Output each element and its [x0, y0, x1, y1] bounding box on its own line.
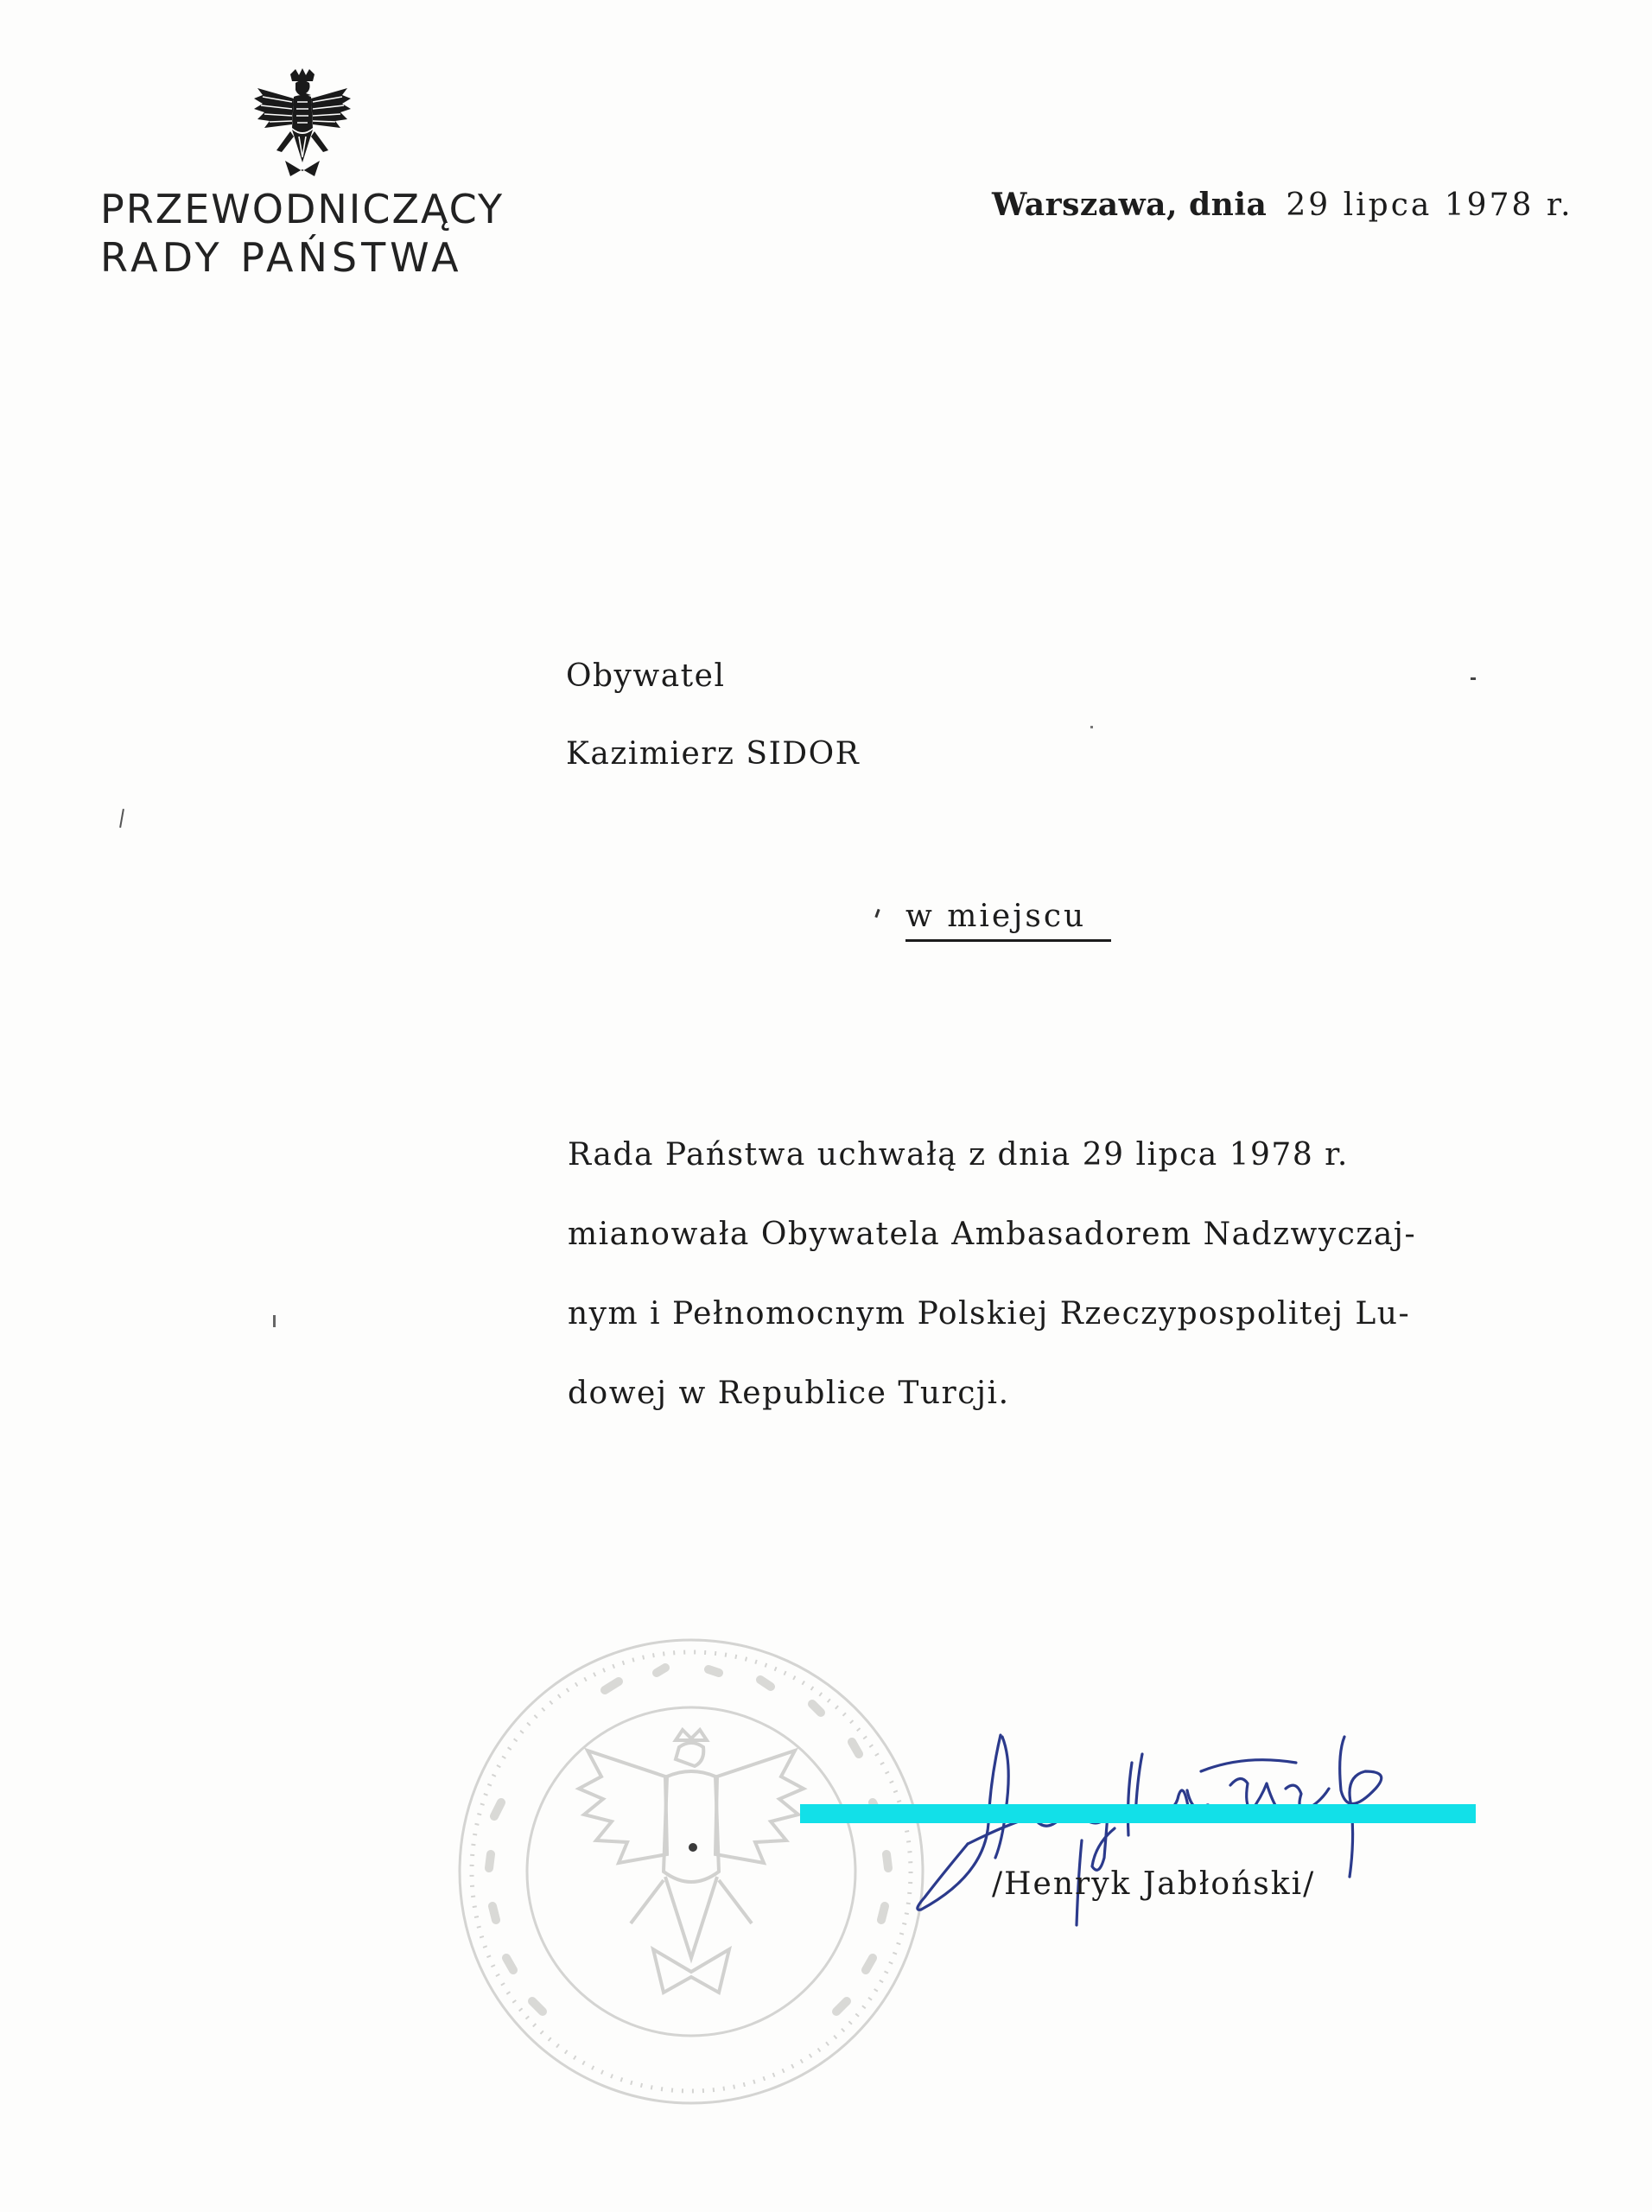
- delivery-note: w miejscu: [905, 899, 1111, 942]
- body-line: nym i Pełnomocnym Polskiej Rzeczypospolitej Lu-: [568, 1296, 1411, 1332]
- body-line: mianowała Obywatela Ambasadorem Nadzwyczaj-: [568, 1217, 1417, 1252]
- embossed-seal-icon: [449, 1630, 933, 2113]
- office-line-1: PRZEWODNICZĄCY: [100, 186, 505, 232]
- polish-eagle-icon: [251, 67, 354, 180]
- speck-mark: [119, 809, 124, 828]
- body-line: dowej w Republice Turcji.: [568, 1376, 1010, 1411]
- signer-name: /Henryk Jabłoński/: [992, 1866, 1316, 1902]
- letter-date: 29 lipca 1978 r.: [1286, 188, 1573, 223]
- dateline: [992, 187, 1573, 223]
- speck-mark: [874, 909, 880, 918]
- place-label: Warszawa, dnia: [992, 187, 1268, 223]
- speck-mark: [1090, 726, 1093, 728]
- speck-mark: [273, 1315, 276, 1327]
- handwritten-signature: [916, 1728, 1434, 1970]
- letter-body: [568, 1137, 1484, 1455]
- office-title: [100, 185, 504, 282]
- office-line-2: RADY PAŃSTWA: [100, 234, 463, 281]
- speck-mark: [1471, 677, 1476, 680]
- body-line: Rada Państwa uchwałą z dnia 29 lipca 1978 r.: [568, 1137, 1349, 1173]
- recipient-name: Kazimierz SIDOR: [566, 736, 861, 772]
- salutation: Obywatel: [566, 658, 726, 694]
- redaction-bar: [800, 1804, 1476, 1823]
